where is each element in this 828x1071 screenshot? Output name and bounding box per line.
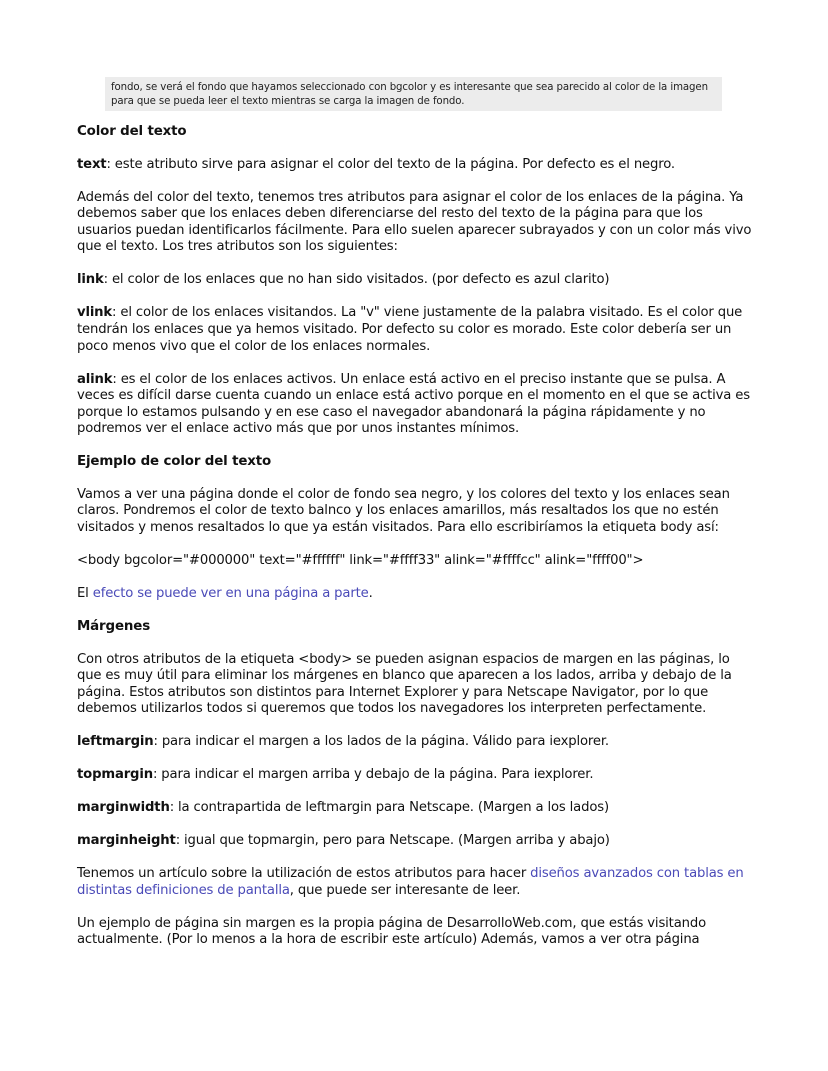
term-link: link [77,272,104,288]
term-marginheight-desc: : igual que topmargin, pero para Netscape. (Margen arriba y abajo) [175,833,610,849]
margenes-intro-paragraph: Con otros atributos de la etiqueta <body> se pueden asignan espacios de margen en las páginas, lo que es muy útil para eliminar los márgenes en blanco que aparecen a los lados, arriba y debajo de la página. Estos atributos son distintos para Internet Explorer y para Netscape Navigator, por lo que debemos utilizarlos todos si queremos que todos los navegadores los interpreten perfectamente. [77,651,732,717]
marginheight-paragraph [77,833,757,850]
term-alink-desc: : es el color de los enlaces activos. Un enlace está activo en el preciso instante que se pulsa. A veces es difícil darse cuenta cuando un enlace está activo porque en el momento en el que se activa es porque lo estamos pulsando y en ese caso el navegador abandonará la página rápidamente y no podremos ver el enlace activo más que por unos instantes mínimos. [77,371,750,437]
term-text-desc: : este atributo sirve para asignar el color del texto de la página. Por defecto es el negro. [106,156,675,172]
term-marginheight: marginheight [77,833,176,849]
term-leftmargin: leftmargin [77,734,154,750]
term-text: text [77,156,107,172]
term-marginwidth: marginwidth [77,800,170,816]
term-alink: alink [77,371,113,387]
article-content [77,124,757,965]
article-paragraph [77,866,757,899]
heading-ejemplo: Ejemplo de color del texto [77,454,272,470]
effect-prefix: El [77,586,93,602]
article-prefix: Tenemos un artículo sobre la utilización de estos atributos para hacer [77,866,531,882]
effect-link[interactable]: efecto se puede ver en una página a parte [92,586,369,602]
term-link-desc: : el color de los enlaces que no han sido visitados. (por defecto es azul clarito) [103,272,610,288]
effect-paragraph [77,586,757,603]
heading-color-texto: Color del texto [77,124,187,139]
link-attr-paragraph [77,272,757,289]
topmargin-paragraph [77,767,757,784]
body-code-example: <body bgcolor="#000000" text="#ffffff" link="#ffff33" alink="#ffffcc" alink="ffff00"> [77,553,644,569]
heading-margenes: Márgenes [77,619,151,634]
term-topmargin-desc: : para indicar el margen arriba y debajo de la página. Para iexplorer. [152,767,594,783]
article-link[interactable]: diseños avanzados con tablas en distintas definiciones de pantalla [77,866,744,898]
effect-suffix: . [368,586,373,602]
article-suffix: , que puede ser interesante de leer. [289,882,521,898]
text-attr-paragraph [77,157,757,174]
term-vlink: vlink [77,305,113,321]
term-marginwidth-desc: : la contrapartida de leftmargin para Netscape. (Margen a los lados) [169,800,609,816]
marginwidth-paragraph [77,800,757,817]
example-paragraph: Un ejemplo de página sin margen es la propia página de DesarrolloWeb.com, que estás visitando actualmente. (Por lo menos a la hora de escribir este artículo) Además, vamos a ver otra página [77,915,706,948]
term-leftmargin-desc: : para indicar el margen a los lados de la página. Válido para iexplorer. [153,734,609,750]
note-text: fondo, se verá el fondo que hayamos seleccionado con bgcolor y es interesante que sea parecido al color de la imagen para que se pueda leer el texto mientras se carga la imagen de fondo. [111,82,708,107]
vlink-attr-paragraph [77,305,757,355]
leftmargin-paragraph [77,734,757,751]
ejemplo-paragraph: Vamos a ver una página donde el color de fondo sea negro, y los colores del texto y los enlaces sean claros. Pondremos el color de texto balnco y los enlaces amarillos, más resaltados los que no estén visitados y menos resaltados lo que ya están visitados. Para ello escribiríamos la etiqueta body así: [77,486,730,536]
note-box [105,77,722,111]
term-vlink-desc: : el color de los enlaces visitandos. La "v" viene justamente de la palabra visitado. Es el color que tendrán los enlaces que ya hemos visitado. Por defecto su color es morado. Este color debería ser un poco menos vivo que el color de los enlaces normales. [77,305,743,354]
term-topmargin: topmargin [77,767,153,783]
alink-attr-paragraph [77,372,757,438]
links-intro-paragraph: Además del color del texto, tenemos tres atributos para asignar el color de los enlaces de la página. Ya debemos saber que los enlaces deben diferenciarse del resto del texto de la página para que los usuarios puedan identificarlos fácilmente. Para ello suelen aparecer subrayados y con un color más vivo que el texto. Los tres atributos son los siguientes: [77,189,752,255]
